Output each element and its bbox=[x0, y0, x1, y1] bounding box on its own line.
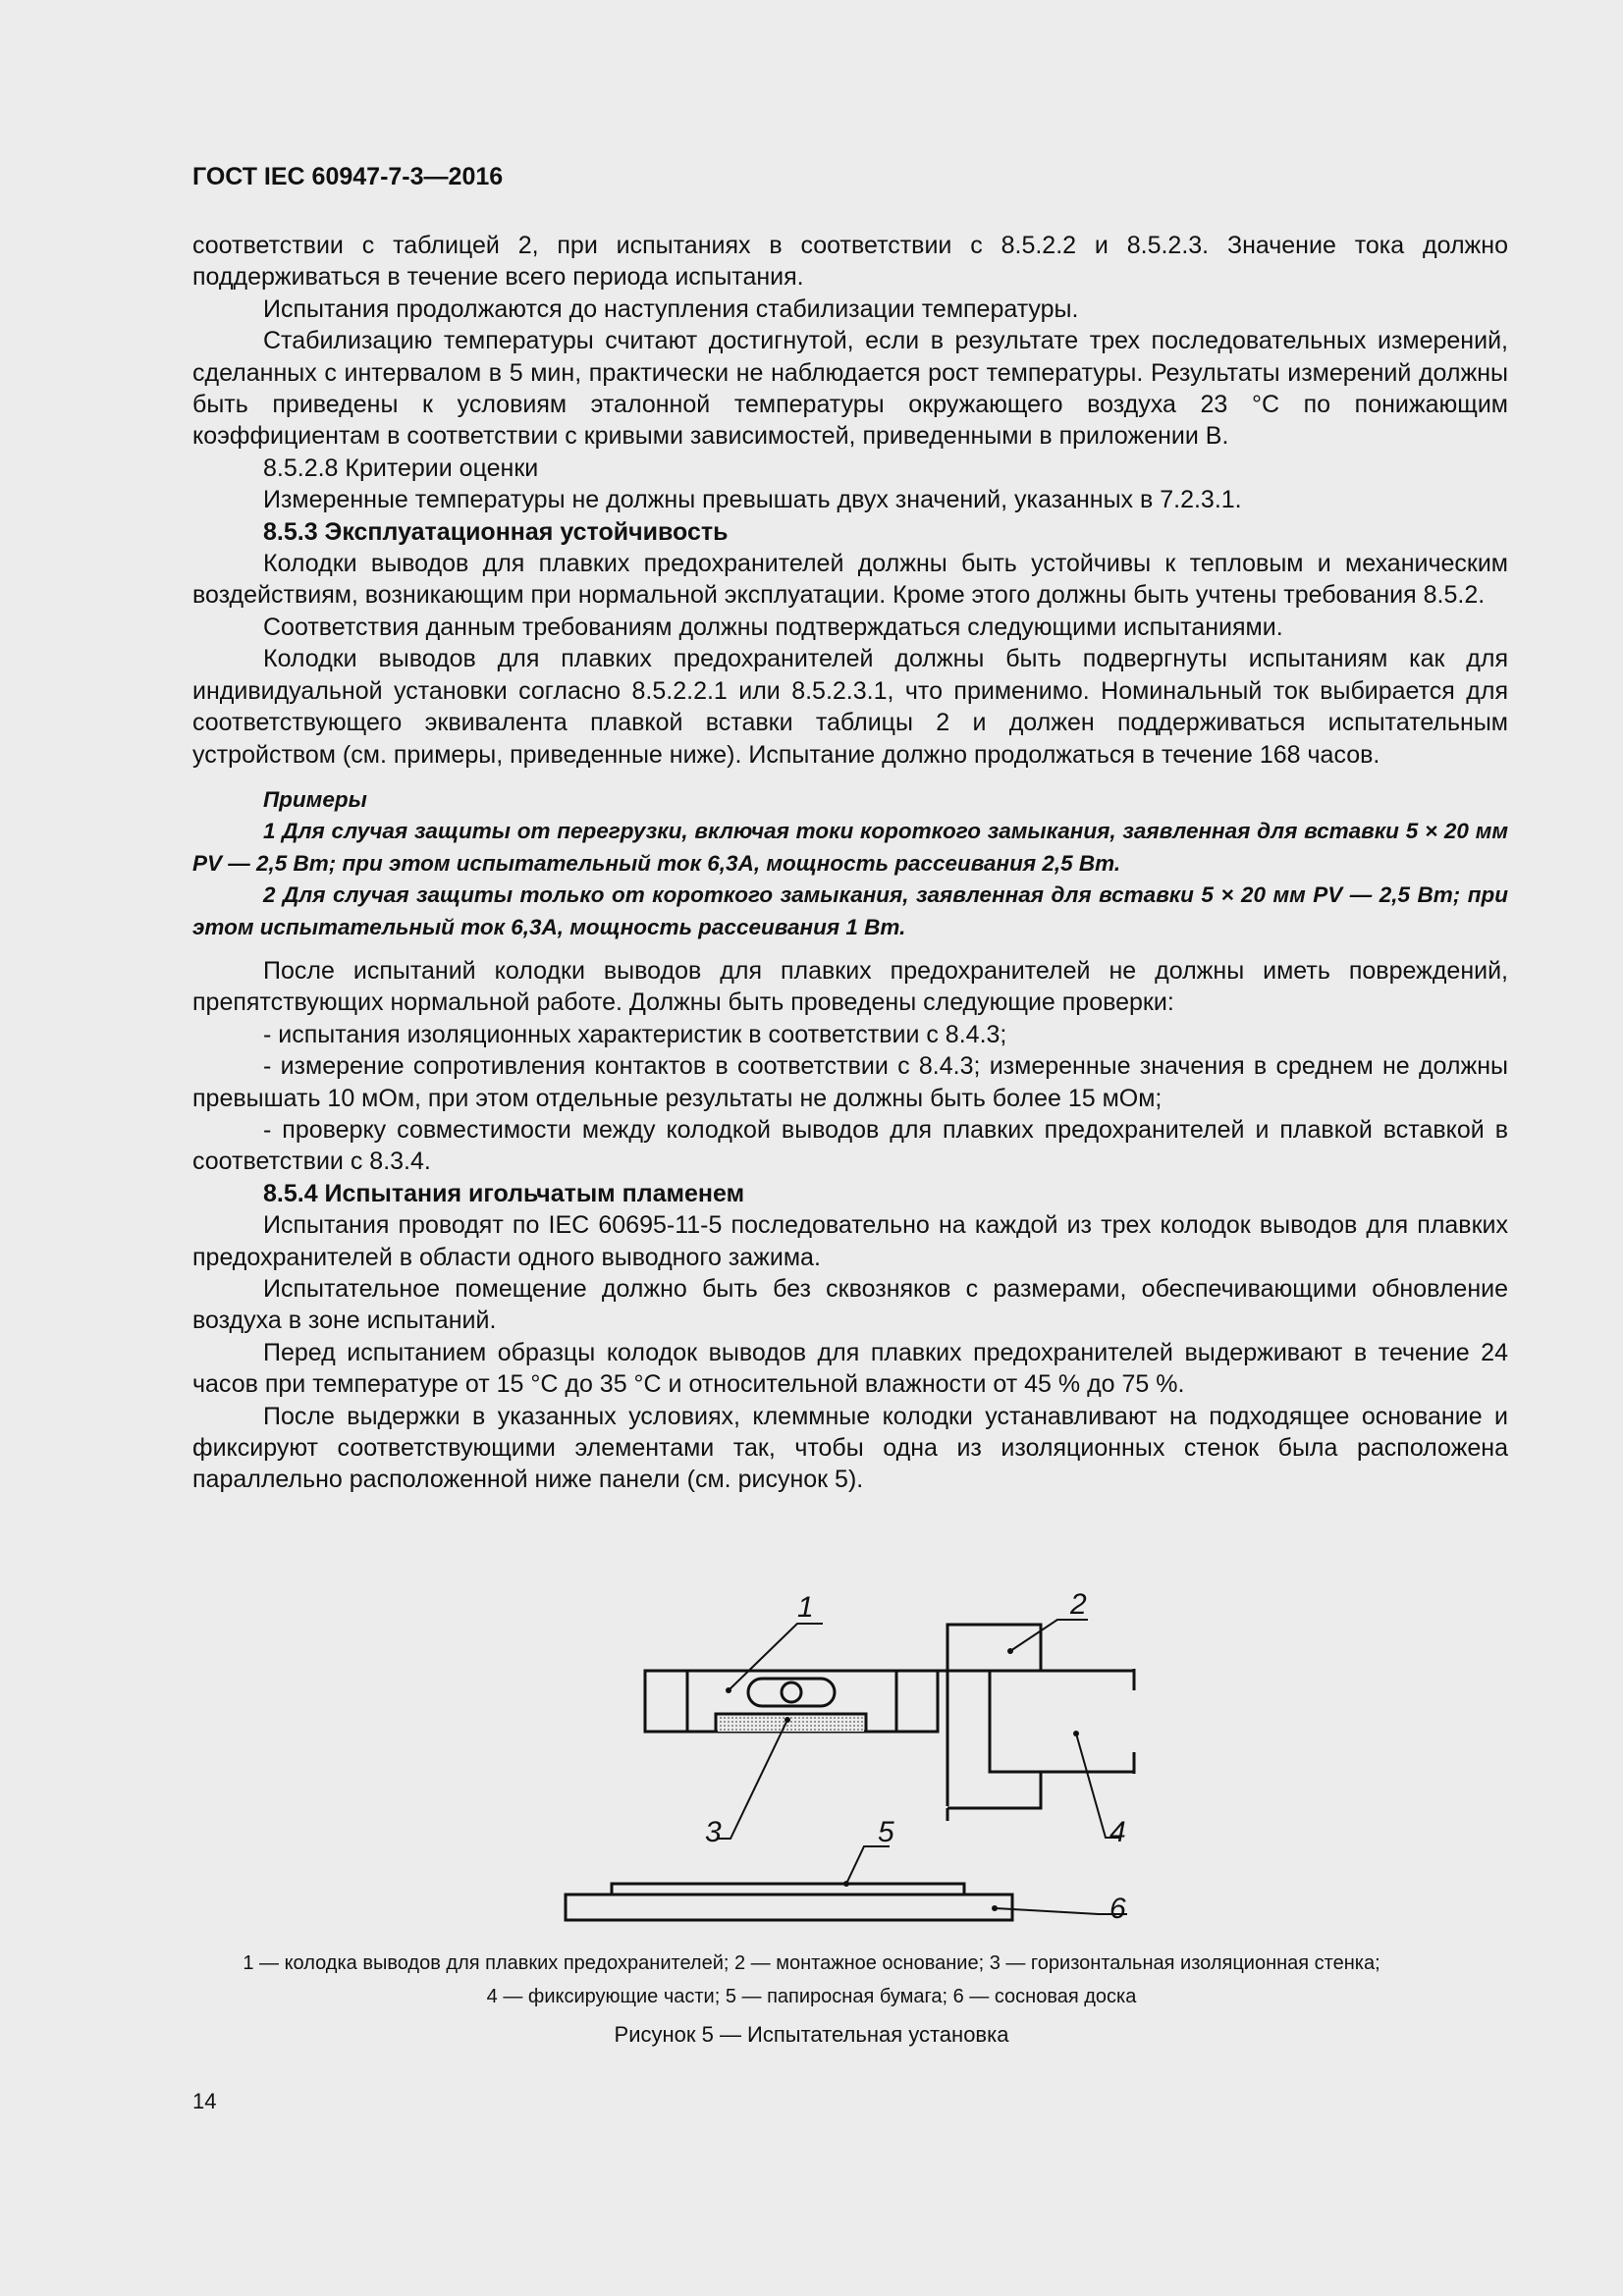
document-header: ГОСТ IEC 60947-7-3—2016 bbox=[192, 163, 504, 190]
examples-title: Примеры bbox=[263, 786, 367, 812]
paragraph: соответствии с таблицей 2, при испытаниях в соответствии с 8.5.2.2 и 8.5.2.3. Значение тока должно поддерживаться в течение всего периода испытания. bbox=[192, 232, 1508, 292]
tissue-paper bbox=[612, 1884, 964, 1895]
subsection-heading: 8.5.2.8 Критерии оценки bbox=[263, 454, 539, 482]
figure-label-6: 6 bbox=[1109, 1893, 1126, 1925]
paragraph: Перед испытанием образцы колодок выводов для плавких предохранителей выдерживают в течение 24 часов при температуре от 15 °С до 35 °С и относительной влажности от 45 % до 75 %. bbox=[192, 1338, 1508, 1399]
paragraph: Соответствия данным требованиям должны подтверждаться следующими испытаниями. bbox=[263, 613, 1283, 641]
figure-label-3: 3 bbox=[705, 1816, 722, 1848]
figure-caption-line-2: 4 — фиксирующие части; 5 — папиросная бумага; 6 — сосновая доска bbox=[486, 1986, 1137, 2007]
paragraph: Колодки выводов для плавких предохранителей должны быть подвергнуты испытаниям как для индивидуальной установки согласно 8.5.2.2.1 или 8.5.2.3.1, что применимо. Номинальный ток выбирается для соответствующего эквивалента плавкой вставки таблицы 2 и должен поддерживаться испытательным устройством (см. примеры, приведенные ниже). Испытание должно продолжаться в течение 168 часов. bbox=[192, 645, 1508, 769]
paragraph: Испытания продолжаются до наступления стабилизации температуры. bbox=[263, 294, 1079, 323]
figure-title: Рисунок 5 — Испытательная установка bbox=[614, 2022, 1009, 2047]
list-item: - измерение сопротивления контактов в соответствии с 8.4.3; измеренные значения в среднем не должны превышать 10 мОм, при этом отдельные результаты не должны быть более 15 мОм; bbox=[192, 1052, 1508, 1112]
paragraph: После испытаний колодки выводов для плавких предохранителей не должны иметь повреждений, препятствующих нормальной работе. Должны быть проведены следующие проверки: bbox=[192, 956, 1508, 1017]
figure-label-4: 4 bbox=[1109, 1816, 1126, 1848]
list-item: - проверку совместимости между колодкой выводов для плавких предохранителей и плавкой вставкой в соответствии с 8.3.4. bbox=[192, 1115, 1508, 1176]
figure-label-2: 2 bbox=[1070, 1588, 1087, 1621]
example-item: 2 Для случая защиты только от короткого замыкания, заявленная для вставки 5 × 20 мм PV — 2,5 Вт; при этом испытательный ток 6,3А, мощность рассеивания 1 Вт. bbox=[192, 882, 1508, 939]
figure-label-1: 1 bbox=[797, 1591, 814, 1624]
example-item: 1 Для случая защиты от перегрузки, включая токи короткого замыкания, заявленная для вставки 5 × 20 мм PV — 2,5 Вт; при этом испытательный ток 6,3А, мощность рассеивания 2,5 Вт. bbox=[192, 819, 1508, 876]
window-circle bbox=[782, 1682, 801, 1702]
pine-board bbox=[566, 1895, 1012, 1920]
paragraph: Испытательное помещение должно быть без сквозняков с размерами, обеспечивающими обновление воздуха в зоне испытаний. bbox=[192, 1275, 1508, 1335]
fixing-rail bbox=[990, 1671, 1134, 1772]
list-item: - испытания изоляционных характеристик в соответствии с 8.4.3; bbox=[263, 1020, 1007, 1048]
figure-caption-line-1: 1 — колодка выводов для плавких предохранителей; 2 — монтажное основание; 3 — горизонтальная изоляционная стенка; bbox=[243, 1952, 1380, 1974]
section-heading-854: 8.5.4 Испытания игольчатым пламенем bbox=[263, 1179, 745, 1207]
paragraph: Испытания проводят по IEC 60695-11-5 последовательно на каждой из трех колодок выводов для плавких предохранителей в области одного выводного зажима. bbox=[192, 1211, 1508, 1271]
figure-label-5: 5 bbox=[878, 1816, 894, 1848]
insulating-wall-fill bbox=[718, 1716, 864, 1732]
paragraph: Измеренные температуры не должны превышать двух значений, указанных в 7.2.3.1. bbox=[263, 486, 1242, 514]
section-heading-853: 8.5.3 Эксплуатационная устойчивость bbox=[263, 517, 729, 546]
paragraph: После выдержки в указанных условиях, клеммные колодки устанавливают на подходящее основание и фиксируют соответствующими элементами так, чтобы одна из изоляционных стенок была расположена параллельно расположенной ниже панели (см. рисунок 5). bbox=[192, 1402, 1508, 1494]
page-number: 14 bbox=[192, 2089, 217, 2113]
mounting-base bbox=[947, 1625, 1041, 1806]
paragraph: Стабилизацию температуры считают достигнутой, если в результате трех последовательных измерений, сделанных с интервалом в 5 мин, практически не наблюдается рост температуры. Результаты измерений должны быть приведены к условиям эталонной температуры окружающего воздуха 23 °С по понижающим коэффициентам в соответствии с кривыми зависимостей, приведенными в приложении В. bbox=[192, 327, 1508, 451]
paragraph: Колодки выводов для плавких предохранителей должны быть устойчивы к тепловым и механическим воздействиям, возникающим при нормальной эксплуатации. Кроме этого должны быть учтены требования 8.5.2. bbox=[192, 550, 1508, 610]
